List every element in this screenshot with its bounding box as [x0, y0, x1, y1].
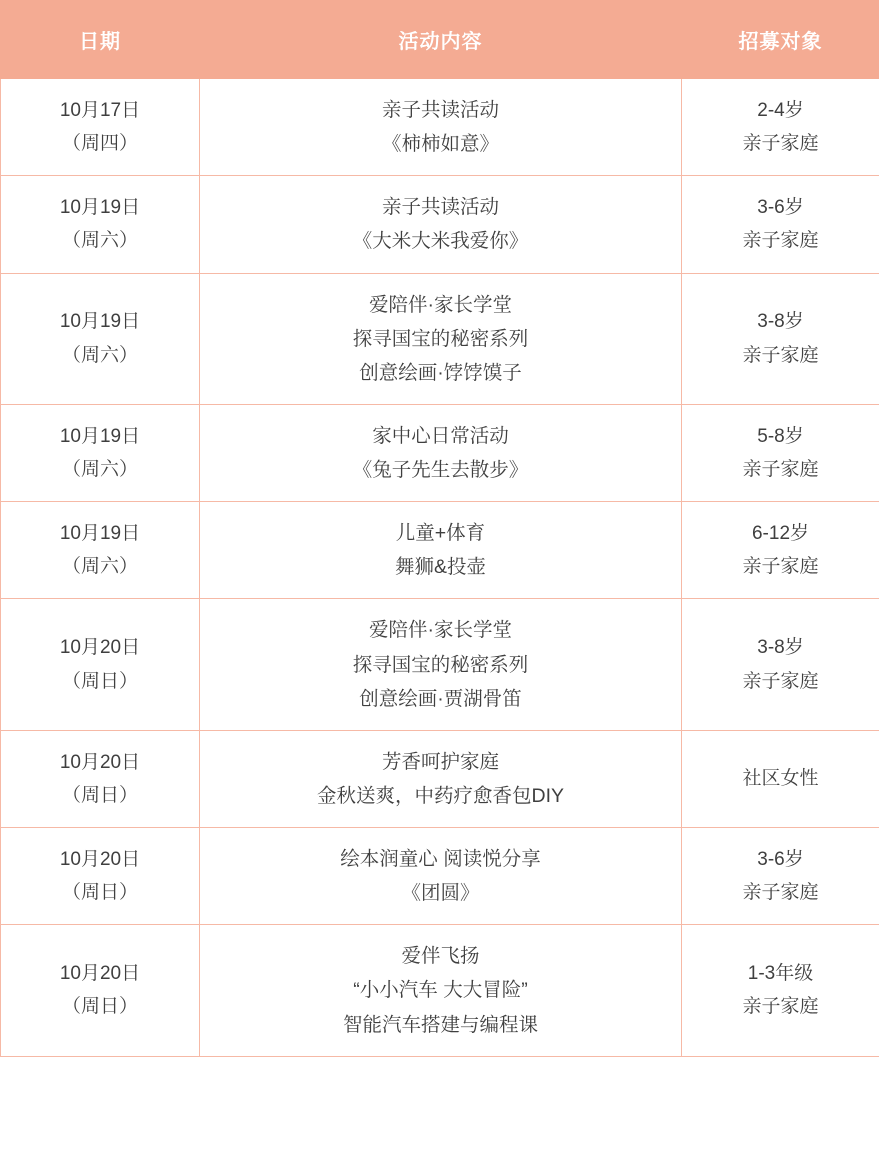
- cell-audience: [682, 925, 879, 1056]
- cell-audience-line: 社区女性: [742, 768, 819, 790]
- cell-content-line: 智能汽车搭建与编程课: [342, 1013, 538, 1036]
- cell-date-line: （周日）: [61, 670, 138, 692]
- cell-date-line: 10月20日: [59, 751, 141, 773]
- cell-date: [1, 502, 200, 599]
- cell-content: [200, 828, 682, 925]
- table-header-row: [1, 1, 879, 79]
- cell-audience-line: 亲子家庭: [742, 133, 819, 155]
- cell-date: [1, 404, 200, 501]
- cell-audience-line: 亲子家庭: [742, 344, 819, 366]
- cell-audience: [682, 176, 879, 273]
- column-header-content: 活动内容: [200, 1, 682, 79]
- cell-date-line: 10月19日: [59, 311, 141, 333]
- table-row: [1, 79, 879, 176]
- cell-audience: [682, 730, 879, 827]
- cell-content: [200, 176, 682, 273]
- table-row: [1, 730, 879, 827]
- cell-date-line: 10月19日: [59, 523, 141, 544]
- table-row: [1, 404, 879, 501]
- cell-date-line: （周六）: [61, 459, 138, 480]
- cell-audience-line: 3-8岁: [757, 637, 804, 659]
- cell-audience-line: 5-8岁: [757, 425, 804, 447]
- cell-date: [1, 273, 200, 404]
- cell-audience: [682, 273, 879, 404]
- cell-audience-line: 亲子家庭: [742, 882, 819, 904]
- table-header: [1, 1, 879, 79]
- cell-date: [1, 730, 200, 827]
- cell-date-line: （周日）: [61, 784, 138, 806]
- table-body: [1, 79, 879, 1057]
- cell-content-line: 创意绘画·饽饽馍子: [359, 361, 522, 384]
- cell-content: [200, 730, 682, 827]
- cell-audience-line: 3-6岁: [757, 197, 804, 219]
- cell-audience-line: 6-12岁: [751, 523, 810, 544]
- cell-audience: [682, 502, 879, 599]
- cell-date-line: 10月20日: [59, 848, 141, 870]
- cell-content-line: “小小汽车 大大冒险”: [353, 979, 528, 1002]
- table-row: [1, 925, 879, 1056]
- cell-date-line: （周六）: [61, 230, 138, 252]
- cell-content-line: 绘本润童心 阅读悦分享: [340, 848, 541, 870]
- cell-date-line: （周六）: [61, 556, 138, 578]
- cell-content: [200, 502, 682, 599]
- table-row: [1, 599, 879, 730]
- cell-date: [1, 599, 200, 730]
- cell-audience: [682, 79, 879, 176]
- cell-audience-line: 3-6岁: [757, 848, 804, 870]
- cell-audience-line: 亲子家庭: [742, 459, 819, 480]
- cell-date-line: 10月19日: [59, 425, 141, 447]
- cell-content-line: 《柿柿如意》: [381, 133, 499, 156]
- cell-content-line: 家中心日常活动: [372, 424, 509, 447]
- cell-date-line: 10月19日: [59, 197, 141, 219]
- cell-audience-line: 亲子家庭: [742, 230, 819, 252]
- cell-content-line: 儿童+体育: [395, 522, 486, 545]
- cell-content-line: 探寻国宝的秘密系列: [352, 653, 529, 676]
- cell-date-line: 10月17日: [59, 99, 141, 121]
- table-row: [1, 502, 879, 599]
- column-header-audience: 招募对象: [682, 1, 879, 79]
- cell-audience-line: 亲子家庭: [742, 556, 819, 578]
- cell-content: [200, 273, 682, 404]
- cell-audience: [682, 599, 879, 730]
- cell-content-line: 芳香呵护家庭: [381, 750, 499, 773]
- cell-audience-line: 1-3年级: [747, 963, 814, 985]
- cell-date-line: （周六）: [61, 344, 138, 366]
- cell-content-line: 探寻国宝的秘密系列: [352, 327, 529, 350]
- cell-date-line: （周四）: [61, 133, 138, 155]
- cell-content: [200, 79, 682, 176]
- table-row: [1, 176, 879, 273]
- cell-content: [200, 925, 682, 1056]
- cell-audience-line: 亲子家庭: [742, 996, 819, 1018]
- cell-content-line: 金秋送爽，中药疗愈香包DIY: [316, 784, 564, 807]
- cell-content-line: 亲子共读活动: [381, 99, 499, 121]
- cell-content-line: 舞狮&投壶: [394, 556, 486, 579]
- table-row: [1, 273, 879, 404]
- cell-content: [200, 404, 682, 501]
- cell-content-line: 《团圆》: [401, 882, 480, 905]
- cell-content-line: 创意绘画·贾湖骨笛: [359, 687, 522, 710]
- cell-date-line: 10月20日: [59, 637, 141, 659]
- cell-date: [1, 828, 200, 925]
- column-header-date: 日期: [1, 1, 200, 79]
- cell-content-line: 亲子共读活动: [381, 196, 499, 219]
- cell-audience: [682, 404, 879, 501]
- cell-content-line: 《大米大米我爱你》: [352, 230, 529, 253]
- cell-content-line: 爱陪伴·家长学堂: [369, 293, 512, 316]
- cell-content-line: 爱伴飞扬: [401, 945, 480, 968]
- cell-date-line: 10月20日: [59, 963, 141, 985]
- cell-date: [1, 925, 200, 1056]
- cell-audience-line: 亲子家庭: [742, 670, 819, 692]
- cell-date-line: （周日）: [61, 996, 138, 1018]
- cell-date-line: （周日）: [61, 882, 138, 904]
- cell-audience-line: 3-8岁: [757, 311, 804, 333]
- cell-audience-line: 2-4岁: [757, 99, 804, 121]
- cell-audience: [682, 828, 879, 925]
- cell-date: [1, 79, 200, 176]
- table-row: [1, 828, 879, 925]
- cell-date: [1, 176, 200, 273]
- cell-content: [200, 599, 682, 730]
- cell-content-line: 《兔子先生去散步》: [352, 459, 529, 481]
- cell-content-line: 爱陪伴·家长学堂: [369, 619, 512, 642]
